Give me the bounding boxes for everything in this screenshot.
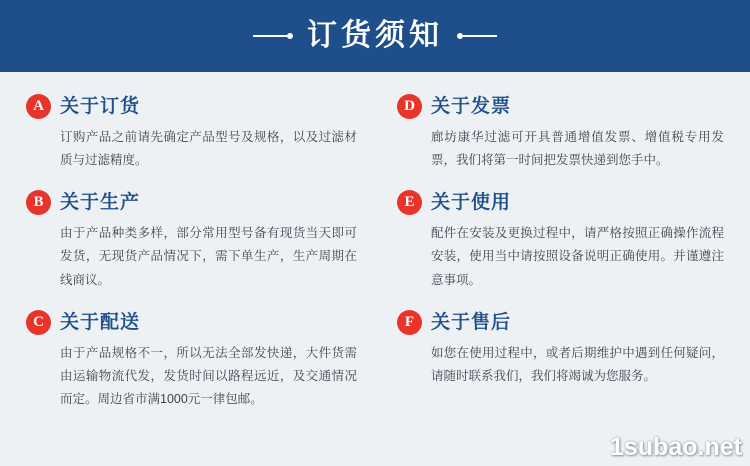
badge-letter-e: E <box>397 190 422 215</box>
notice-item-e-body: 配件在安装及更换过程中，请严格按照正确操作流程安装，使用当中请按照设备说明正确使用。并谨遵注意事项。 <box>430 226 724 287</box>
notice-item-f-head <box>397 310 724 335</box>
notice-item-b-body: 由于产品种类多样，部分常用型号备有现货当天即可发货，无现货产品情况下，需下单生产，生产周期在线商议。 <box>60 226 357 287</box>
header-inner <box>253 21 497 51</box>
notice-item-a-body: 订购产品之前请先确定产品型号及规格，以及过滤材质与过滤精度。 <box>60 130 357 168</box>
badge-letter-c: C <box>26 310 51 335</box>
notice-item-c-body: 由于产品规格不一，所以无法全部发快递，大件货需由运输物流代发，发货时间以路程远近，及交通情况而定。周边省市满1000元一律包邮。 <box>60 345 357 406</box>
notice-item-f <box>397 310 724 388</box>
notice-column-left <box>26 94 375 429</box>
badge-letter-b: B <box>26 190 51 215</box>
notice-item-e-title: 关于使用 <box>430 192 511 214</box>
site-watermark: 1subao.net <box>610 433 742 461</box>
notice-item-d-body: 廊坊康华过滤可开具普通增值发票、增值税专用发票，我们将第一时间把发票快递到您手中。 <box>430 130 724 168</box>
notice-item-e <box>397 190 724 291</box>
badge-letter-f: F <box>397 310 422 335</box>
notice-item-a-head <box>26 94 357 119</box>
notice-item-d-title: 关于发票 <box>430 96 511 117</box>
notice-item-a <box>26 94 357 172</box>
notice-item-f-title: 关于售后 <box>430 311 511 333</box>
notice-item-c <box>26 310 357 411</box>
header-decoration-left <box>253 33 297 39</box>
notice-content <box>0 72 750 429</box>
notice-item-e-head <box>397 190 724 215</box>
notice-item-b-head <box>26 190 357 215</box>
notice-item-c-title: 关于配送 <box>60 311 141 333</box>
page-header <box>0 0 750 72</box>
badge-letter-a: A <box>26 94 51 119</box>
notice-item-a-title: 关于订货 <box>60 96 141 117</box>
notice-item-b <box>26 190 357 291</box>
notice-item-b-title: 关于生产 <box>60 192 141 214</box>
notice-item-d <box>397 94 724 172</box>
header-decoration-right <box>453 33 497 39</box>
notice-item-c-head <box>26 310 357 335</box>
badge-letter-d: D <box>397 94 422 119</box>
page-title: 订货须知 <box>307 19 443 52</box>
notice-column-right <box>375 94 724 429</box>
notice-item-f-body: 如您在使用过程中，或者后期维护中遇到任何疑问，请随时联系我们，我们将竭诚为您服务。 <box>430 345 724 383</box>
notice-item-d-head <box>397 94 724 119</box>
